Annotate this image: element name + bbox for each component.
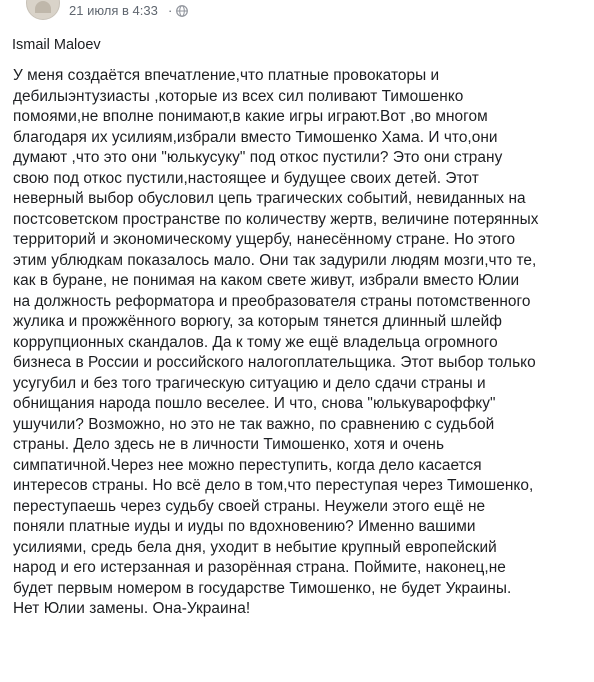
post-body-text: У меня создаётся впечатление,что платные провокаторы и дебилыэнтузиасты ,которые из всех сил поливают Тимошенко помоями,не вполне понимают,в какие игры играют.Вот ,во многом благодаря их усилиям,избрали вместо Тимошенко Хама. И что,они думают ,что это они "юлькусуку" под откос пустили? Это они страну свою под откос пустили,настоящее и будущее своих детей. Этот неверный выбор обусловил цепь трагических событий, невиданных на постсоветском пространстве по количеству жертв, величине потерянных территорий и экономическому ущербу, нанесённому стране. Но этого этим ублюдкам показалось мало. Они так задурили людям мозги,что те, как в буране, не понимая на каком свете живут, избрали вместо Юлии на должность реформатора и преобразователя страны потомственного жулика и прожжённого ворюгу, за которым тянется длинный шлейф коррупционных скандалов. Да к тому же ещё владельца огромного бизнеса в России и российского налогоплательщика. Этот выбор только усугубил и без того трагическую ситуацию и дело сдачи страны и обнищания народа пошло веселее. И что, снова "юлькувароффку" ушучили? Возможно, но это не так важно, по сравнению с судьбой страны. Дело здесь не в личности Тимошенко, хотя и очень симпатичной.Через нее можно переступить, когда дело касается интересов страны. Но всё дело в том,что переступая через Тимошенко, переступаешь через судьбу своей страны. Неужели этого ещё не поняли платные иуды и иуды по вдохновению? Именно вашими усилиями, средь бела дня, уходит в небытие крупный европейский народ и его истерзанная и разорённая страна. Поймите, наконец,не будет первым номером в государстве Тимошенко, не будет Украины. Нет Юлии замены. Она-Украина! [13, 67, 539, 617]
post-header [0, 0, 594, 26]
author-name[interactable]: Ismail Maloev [12, 37, 101, 53]
globe-icon[interactable] [176, 5, 188, 17]
separator-dot: · [168, 3, 173, 18]
avatar[interactable] [26, 0, 60, 20]
post-timestamp[interactable]: 21 июля в 4:33 [69, 3, 158, 18]
